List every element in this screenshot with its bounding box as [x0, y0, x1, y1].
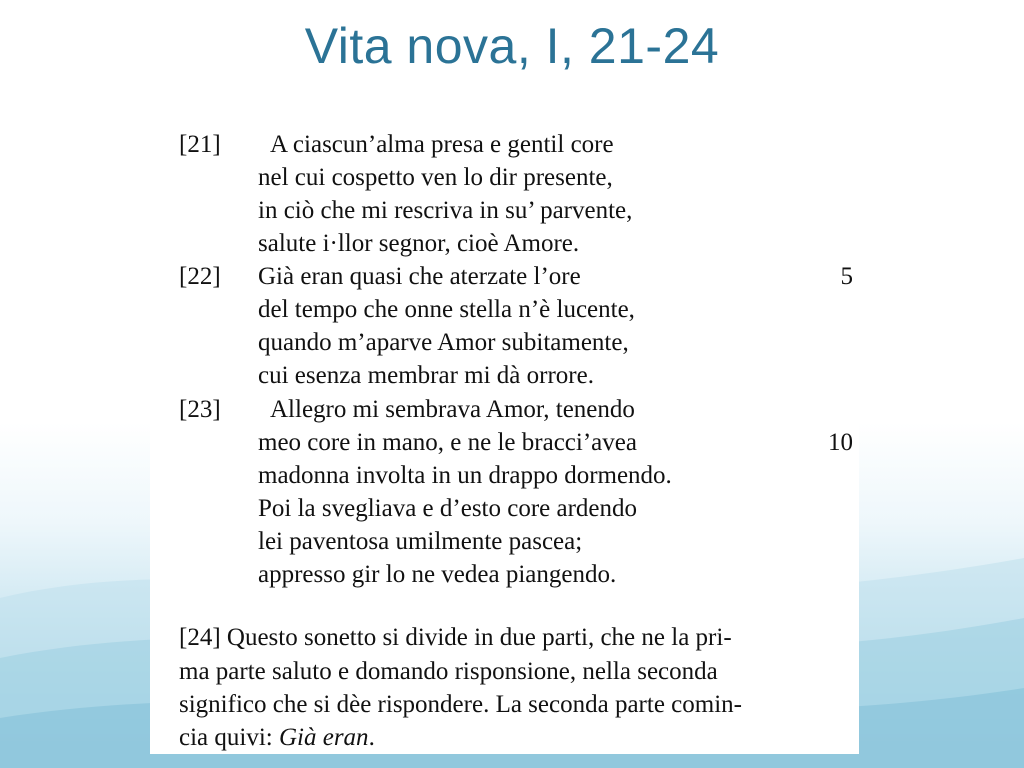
verse-line-5: Già eran quasi che aterzate l’ore: [258, 263, 581, 290]
verse-line-13: lei paventosa umilmente pascea;: [258, 528, 583, 555]
scanned-text-page: [150, 116, 859, 754]
prose-line-3: significo che si dèe rispondere. La seconda parte comin-: [179, 691, 742, 718]
line-number-5: 5: [840, 263, 853, 290]
verse-line-11: madonna involta in un drappo dormendo.: [258, 462, 672, 489]
verse-line-9: Allegro mi sembrava Amor, tenendo: [270, 396, 635, 423]
prose-text-1: Questo sonetto si divide in due parti, che ne la pri-: [226, 624, 732, 651]
prose-end-period: .: [368, 724, 375, 751]
verse-line-14: appresso gir lo ne vedea piangendo.: [258, 561, 617, 588]
section-label-23: [23]: [179, 396, 221, 423]
prose-line-2: ma parte saluto e domando risponsione, nella seconda: [179, 658, 718, 685]
verse-line-2: nel cui cospetto ven lo dir presente,: [258, 164, 613, 191]
prose-text-4: cia quivi:: [179, 724, 279, 751]
slide-title: Vita nova, I, 21-24: [304, 18, 720, 74]
verse-line-1: A ciascun’alma presa e gentil core: [270, 131, 614, 158]
verse-line-4: salute i·llor segnor, cioè Amore.: [258, 230, 580, 257]
quoted-incipit: Già eran: [278, 724, 369, 751]
section-label-21: [21]: [179, 131, 221, 158]
prose-line-1: [179, 623, 849, 653]
verse-line-12: Poi la svegliava e d’esto core ardendo: [258, 495, 638, 522]
verse-line-3: in ciò che mi rescriva in su’ parvente,: [258, 197, 633, 224]
verse-line-6: del tempo che onne stella n’è lucente,: [258, 296, 635, 323]
verse-line-10: meo core in mano, e ne le bracci’avea: [258, 429, 637, 456]
line-number-10: 10: [828, 429, 853, 456]
verse-line-7: quando m’aparve Amor subitamente,: [258, 329, 629, 356]
verse-line-8: cui esenza membrar mi dà orrore.: [258, 362, 594, 389]
prose-line-4: [179, 723, 849, 753]
section-label-24: [24]: [179, 624, 221, 651]
section-label-22: [22]: [179, 263, 221, 290]
